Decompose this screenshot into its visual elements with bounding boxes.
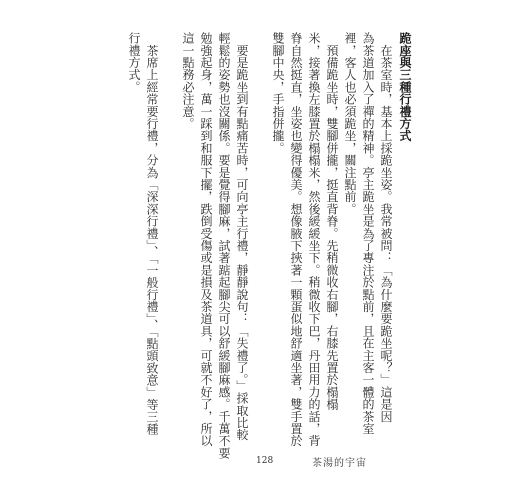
text-column: 在茶室時，基本上採跪坐姿。我常被問：「為什麼要跪坐呢？」這是因 [379,32,393,423]
text-column: 米，接著換左膝置於榻榻米，然後緩緩坐下。稍微收下巴，丹田用力的話，背 [307,32,321,447]
text-column: 脊自然挺直，坐姿也變得優美。想像腋下挾著一顆蛋似地舒適坐著，雙手置於 [289,32,303,447]
text-column: 要是跪坐到有點痛苦時，可向亭主行禮，靜靜說句：「失禮了。」採取比較 [235,32,249,441]
text-column: 裡，客人也必須跪坐，關注點前。 [343,32,357,215]
page-number: 128 [256,456,274,466]
text-column: 預備跪坐時，雙腳併攏，挺直背脊。先稍微收右腳，右膝先置於榻榻 [325,32,339,411]
text-column: 茶席上經常要行禮，分為「深深行禮」、「一般行禮」、「點頭致意」等三種 [145,32,159,435]
section-heading: 跪座與三種行禮方式 [398,32,412,142]
text-column: 為茶道加入了禪的精神。亭主跪坐是為了專注於點前，且在主客一體的茶室 [361,32,375,435]
running-footer-title: 茶湯的宇宙 [312,458,367,469]
text-column: 輕鬆的姿勢也沒關係。要是覺得腳麻，試著踮起腳尖可以舒緩腳麻感。千萬不要 [217,32,231,459]
text-column: 這一點務必注意。 [181,32,195,130]
text-column: 勉強起身，萬一踩到和服下擺，跌倒受傷或是損及茶道具，可就不好了，所以 [199,32,213,447]
text-column: 行禮方式。 [127,32,141,93]
text-column: 雙腳中央，手指併攏。 [271,32,285,154]
